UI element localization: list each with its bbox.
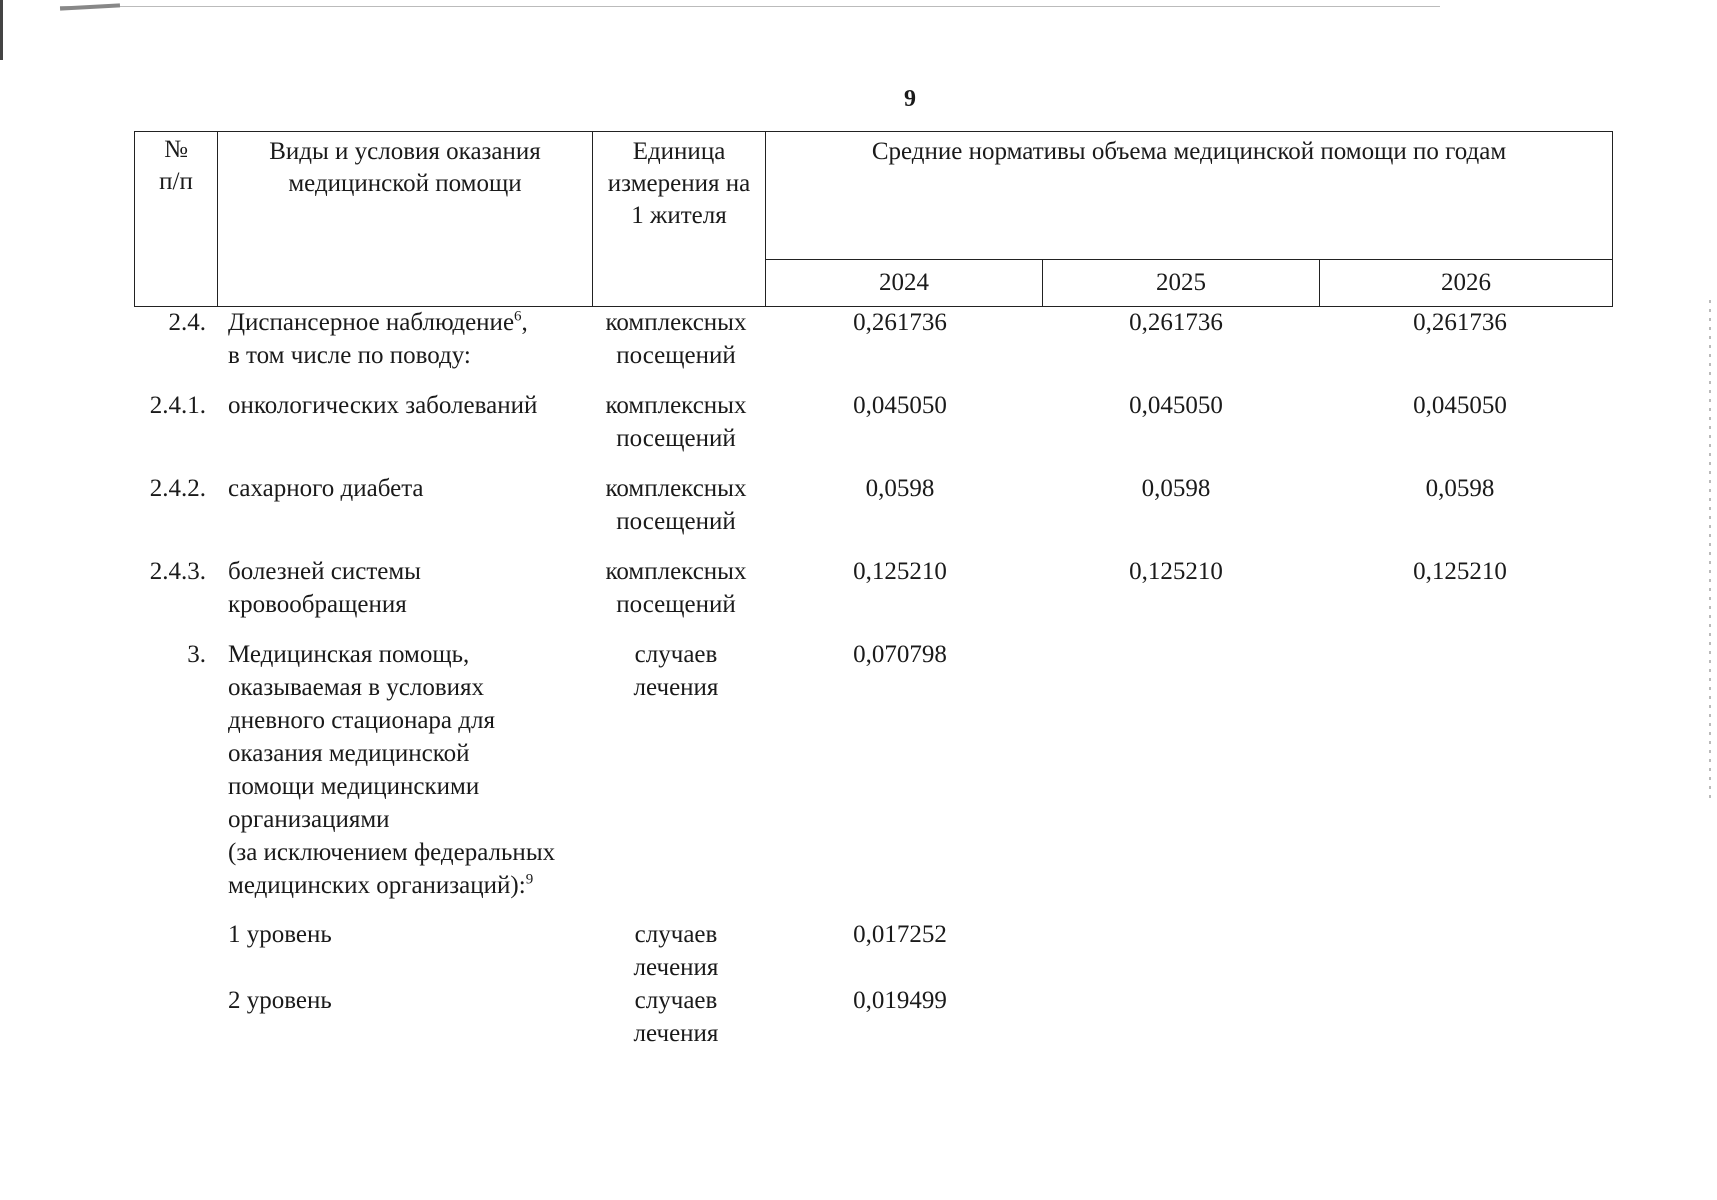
scan-top-streak [60,6,1440,7]
row-unit: комплексных посещений [605,392,747,452]
row-name: онкологических заболеваний [228,392,538,419]
header-col-type: Виды и условия оказания медицинской помощи [218,132,593,307]
header-year-2024: 2024 [766,259,1043,306]
header-year-2025: 2025 [1043,259,1320,306]
row-name: Медицинская помощь, оказываемая в условиях дневного стационара для оказания медицинской помощи медицинскими организациями (за исключением федеральных медицинских организаций):$^9$ [228,641,556,899]
row-value-2025: 0,261736 [1129,309,1223,336]
scan-edge-mark [0,0,3,60]
row-value-2025: 0,125210 [1129,558,1223,585]
page-number: 9 [904,86,916,112]
row-value-2024: 0,261736 [853,309,947,336]
scan-smudge [60,3,120,10]
header-col-unit: Единица измерения на 1 жителя [593,132,766,307]
header-col-group: Средние нормативы объема медицинской помощи по годам [766,132,1613,260]
header-year-2026: 2026 [1320,259,1613,306]
row-value-2024: 0,0598 [865,475,935,502]
row-value-2024: 0,045050 [853,392,947,419]
scan-right-noise [1709,300,1711,800]
row-name: Диспансерное наблюдение$^6$, в том числе по поводу: [228,308,528,369]
row-value-2024: 0,017252 [853,921,947,948]
row-value-2024: 0,070798 [853,641,947,668]
row-value-2026: 0,045050 [1413,392,1507,419]
row-unit: случаев лечения [633,987,719,1047]
row-number: 3. [187,641,206,668]
row-name: болезней системы кровообращения [228,558,421,618]
row-value-2025: 0,045050 [1129,392,1223,419]
row-number: 2.4. [168,309,206,336]
row-name: 1 уровень [228,921,332,948]
header-col-number: № п/п [135,132,218,307]
row-unit: случаев лечения [633,921,719,981]
row-name: сахарного диабета [228,475,424,502]
row-unit: комплексных посещений [605,558,747,618]
row-value-2026: 0,261736 [1413,309,1507,336]
row-unit: комплексных посещений [605,475,747,535]
row-value-2026: 0,125210 [1413,558,1507,585]
row-value-2025: 0,0598 [1141,475,1211,502]
row-name: 2 уровень [228,987,332,1014]
row-number: 2.4.2. [149,475,206,502]
row-number: 2.4.3. [149,558,206,585]
row-value-2024: 0,125210 [853,558,947,585]
row-value-2026: 0,0598 [1425,475,1495,502]
row-number: 2.4.1. [149,392,206,419]
row-unit: комплексных посещений [605,309,747,369]
table-header [134,131,1613,307]
row-unit: случаев лечения [633,641,719,701]
row-value-2024: 0,019499 [853,987,947,1014]
